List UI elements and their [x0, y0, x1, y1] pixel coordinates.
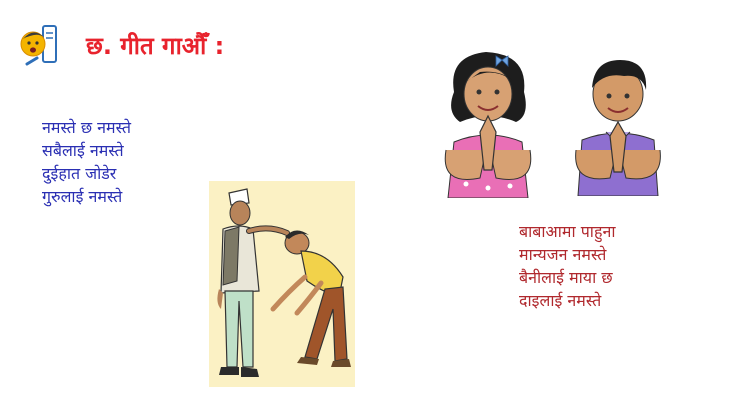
- verse-line: बाबाआमा पाहुना: [519, 222, 616, 241]
- verse-line: गुरुलाई नमस्ते: [42, 187, 123, 206]
- verse-line: मान्यजन नमस्ते: [519, 245, 607, 264]
- boy-namaste-illustration: [572, 54, 664, 196]
- song-verse-right: [519, 220, 615, 312]
- verse-line: सबैलाई नमस्ते: [42, 141, 124, 160]
- verse-line: नमस्ते छ नमस्ते: [42, 118, 131, 137]
- singing-icon: [18, 24, 62, 66]
- verse-line: बैनीलाई माया छ: [519, 268, 613, 287]
- song-verse-left: [42, 116, 131, 208]
- section-heading: [18, 24, 224, 66]
- verse-line: दुईहात जोडेर: [42, 164, 117, 183]
- girl-namaste-illustration: [440, 46, 536, 198]
- elder-blessing-child-illustration: [209, 181, 355, 387]
- verse-line: दाइलाई नमस्ते: [519, 291, 602, 310]
- page-title: छ. गीत गाऔँ :: [86, 31, 225, 60]
